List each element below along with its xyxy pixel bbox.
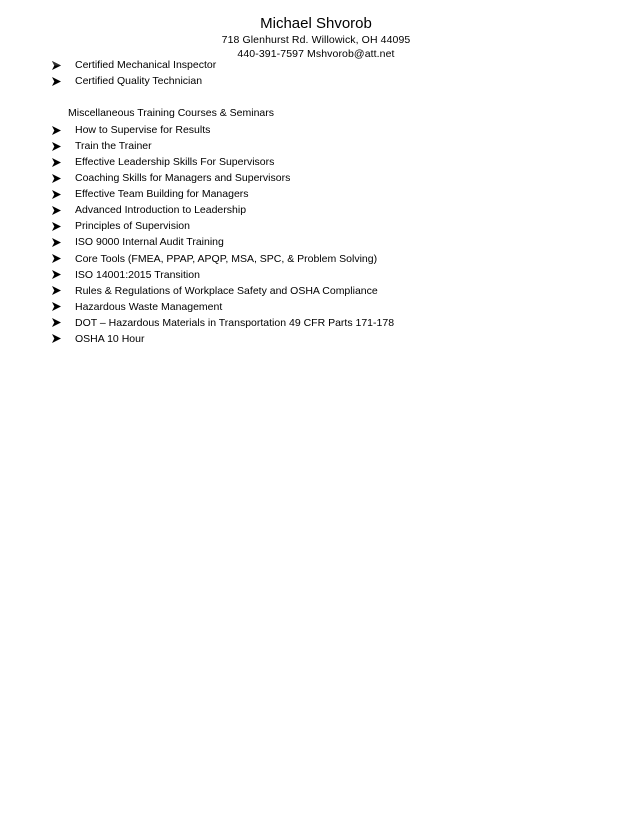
list-item (52, 315, 394, 331)
list-item-text: Effective Leadership Skills For Supervisors (75, 156, 275, 169)
list-item (52, 57, 216, 73)
list-item (52, 299, 222, 315)
arrowhead-bullet-icon (52, 270, 75, 279)
list-item-text: How to Supervise for Results (75, 124, 211, 136)
arrowhead-bullet-icon (52, 286, 75, 295)
resume-name: Michael Shvorob (260, 15, 372, 32)
list-item (52, 331, 144, 347)
list-item-text: Certified Mechanical Inspector (75, 59, 217, 71)
list-item (52, 218, 190, 234)
arrowhead-bullet-icon (52, 174, 75, 183)
list-item-text: Principles of Supervision (75, 220, 190, 233)
list-item (52, 73, 202, 89)
list-item (52, 138, 152, 154)
list-item-text: Certified Quality Technician (75, 75, 203, 87)
list-item-text: Rules & Regulations of Workplace Safety and OSHA Compliance (75, 284, 378, 297)
list-item (52, 267, 200, 283)
arrowhead-bullet-icon (52, 206, 75, 215)
arrowhead-bullet-icon (52, 61, 75, 70)
list-item-text: ISO 14001:2015 Transition (75, 268, 200, 281)
list-item-text: Coaching Skills for Managers and Supervisors (75, 172, 291, 185)
arrowhead-bullet-icon (52, 126, 75, 135)
list-item (52, 202, 246, 218)
training-heading: Miscellaneous Training Courses & Seminars (68, 107, 275, 119)
list-item (52, 122, 210, 138)
list-item-text: Advanced Introduction to Leadership (75, 204, 247, 217)
list-item-text: OSHA 10 Hour (75, 332, 145, 345)
resume-contact: 440-391-7597 Mshvorob@att.net (237, 48, 395, 60)
arrowhead-bullet-icon (52, 302, 75, 311)
arrowhead-bullet-icon (52, 158, 75, 167)
list-item-text: ISO 9000 Internal Audit Training (75, 236, 224, 249)
list-item-text: Train the Trainer (75, 140, 152, 153)
list-item (52, 234, 224, 250)
arrowhead-bullet-icon (52, 334, 75, 343)
resume-address: 718 Glenhurst Rd. Willowick, OH 44095 (221, 34, 411, 46)
arrowhead-bullet-icon (52, 77, 75, 86)
list-item-text: Core Tools (FMEA, PPAP, APQP, MSA, SPC, & Problem Solving) (75, 252, 378, 265)
list-item (52, 283, 378, 299)
arrowhead-bullet-icon (52, 318, 75, 327)
list-item (52, 186, 249, 202)
list-item (52, 170, 290, 186)
arrowhead-bullet-icon (52, 238, 75, 247)
list-item-text: Hazardous Waste Management (75, 300, 223, 313)
arrowhead-bullet-icon (52, 142, 75, 151)
arrowhead-bullet-icon (52, 254, 75, 263)
arrowhead-bullet-icon (52, 190, 75, 199)
list-item-text: Effective Team Building for Managers (75, 188, 249, 201)
list-item (52, 251, 377, 267)
arrowhead-bullet-icon (52, 222, 75, 231)
list-item-text: DOT – Hazardous Materials in Transportation 49 CFR Parts 171-178 (75, 316, 395, 329)
list-item (52, 154, 274, 170)
